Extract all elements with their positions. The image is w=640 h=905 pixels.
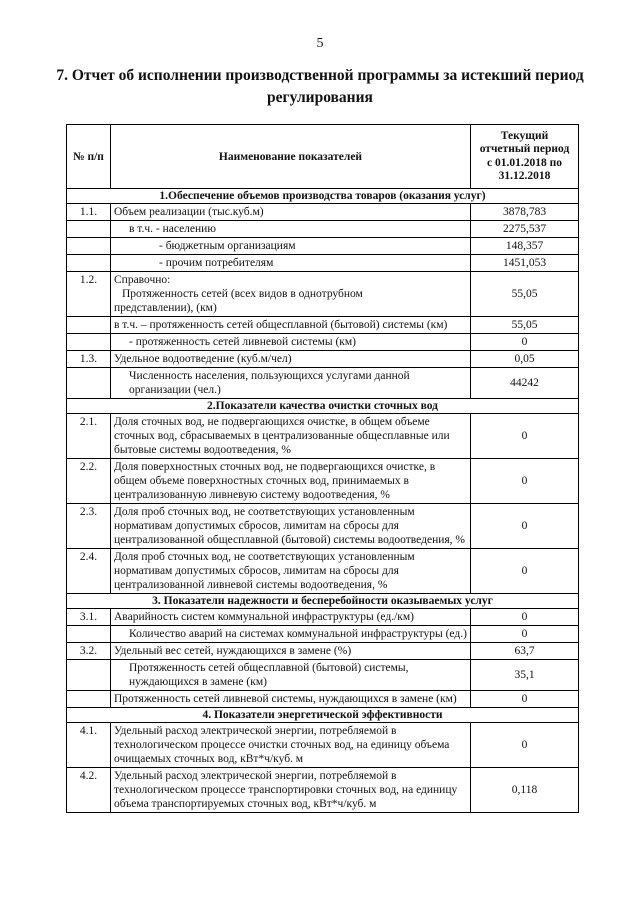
table-row <box>67 723 579 768</box>
row-num: 2.3. <box>67 504 111 549</box>
title-line-1: 7. Отчет об исполнении производственной программы за истекший период <box>56 67 584 84</box>
table-row <box>67 609 579 626</box>
table-row <box>67 334 579 351</box>
row-num <box>67 691 111 708</box>
row-num <box>67 626 111 643</box>
row-num <box>67 238 111 255</box>
row-value: 0,118 <box>471 768 579 813</box>
row-num <box>67 255 111 272</box>
row-value: 55,05 <box>471 317 579 334</box>
row-value: 0 <box>471 626 579 643</box>
row-value: 0 <box>471 723 579 768</box>
row-name: - протяженность сетей ливневой системы (км) <box>111 334 471 351</box>
section-row <box>67 189 579 204</box>
table-row <box>67 768 579 813</box>
row-num: 1.2. <box>67 272 111 317</box>
table-row <box>67 626 579 643</box>
row-value: 0,05 <box>471 351 579 368</box>
row-name: - прочим потребителям <box>111 255 471 272</box>
row-name-line: Протяженность сетей (всех видов в однотрубном <box>122 288 363 300</box>
section-row <box>67 399 579 414</box>
report-title <box>40 65 600 109</box>
row-value: 1451,053 <box>471 255 579 272</box>
table-row <box>67 317 579 334</box>
row-name: Протяженность сетей общесплавной (бытовой) системы, нуждающихся в замене (км) <box>111 660 471 691</box>
row-num <box>67 334 111 351</box>
section-title: 1.Обеспечение объемов производства товаров (оказания услуг) <box>67 189 579 204</box>
row-name: - бюджетным организациям <box>111 238 471 255</box>
row-name: Объем реализации (тыс.куб.м) <box>111 204 471 221</box>
row-value: 148,357 <box>471 238 579 255</box>
row-value: 0 <box>471 609 579 626</box>
row-name-line: представлении), (км) <box>114 302 217 314</box>
row-num: 1.1. <box>67 204 111 221</box>
header-value-line: 31.12.2018 <box>498 170 551 182</box>
row-name: Аварийность систем коммунальной инфраструктуры (ед./км) <box>111 609 471 626</box>
row-value: 0 <box>471 549 579 594</box>
row-name: Удельный расход электрической энергии, потребляемой в технологическом процессе транспортировки сточных вод, на единицу объема транспортируемых сточных вод, кВт*ч/куб. м <box>111 768 471 813</box>
row-name: Количество аварий на системах коммунальной инфраструктуры (ед.) <box>111 626 471 643</box>
section-row <box>67 708 579 723</box>
row-value: 3878,783 <box>471 204 579 221</box>
table-header-row <box>67 125 579 189</box>
table-row <box>67 255 579 272</box>
section-title: 4. Показатели энергетической эффективности <box>67 708 579 723</box>
table-row <box>67 660 579 691</box>
section-row <box>67 594 579 609</box>
section-title: 2.Показатели качества очистки сточных вод <box>67 399 579 414</box>
row-name: Доля проб сточных вод, не соответствующих установленным нормативам допустимых сбросов, лимитам на сбросы для централизованной ливневой системы водоотведения, % <box>111 549 471 594</box>
row-num <box>67 317 111 334</box>
row-name <box>111 272 471 317</box>
header-value-line: отчетный период <box>479 143 570 155</box>
table-row <box>67 504 579 549</box>
header-value-line: Текущий <box>500 129 549 142</box>
row-value: 0 <box>471 334 579 351</box>
row-num <box>67 660 111 691</box>
row-value: 2275,537 <box>471 221 579 238</box>
row-num <box>67 221 111 238</box>
row-name: Доля проб сточных вод, не соответствующих установленным нормативам допустимых сбросов, лимитам на сбросы для централизованной общесплавной (бытовой) системы водоотведения, % <box>111 504 471 549</box>
row-num: 4.2. <box>67 768 111 813</box>
table-row <box>67 368 579 399</box>
row-value: 0 <box>471 459 579 504</box>
table-row <box>67 272 579 317</box>
row-name: Удельное водоотведение (куб.м/чел) <box>111 351 471 368</box>
row-name: Доля сточных вод, не подвергающихся очистке, в общем объеме сточных вод, сбрасываемых в централизованные общесплавные или бытовые системы водоотведения, % <box>111 414 471 459</box>
row-value: 0 <box>471 414 579 459</box>
row-num: 1.3. <box>67 351 111 368</box>
row-name: Протяженность сетей ливневой системы, нуждающихся в замене (км) <box>111 691 471 708</box>
row-num: 2.1. <box>67 414 111 459</box>
report-table <box>66 124 579 813</box>
row-value: 35,1 <box>471 660 579 691</box>
row-value: 0 <box>471 504 579 549</box>
row-num: 2.4. <box>67 549 111 594</box>
row-value: 55,05 <box>471 272 579 317</box>
header-num: № п/п <box>67 125 111 189</box>
table-row <box>67 691 579 708</box>
row-num: 3.2. <box>67 643 111 660</box>
row-value: 0 <box>471 691 579 708</box>
row-name: Удельный вес сетей, нуждающихся в замене (%) <box>111 643 471 660</box>
table-row <box>67 643 579 660</box>
table-row <box>67 414 579 459</box>
title-line-2: регулирования <box>267 89 373 106</box>
row-num: 2.2. <box>67 459 111 504</box>
table-row <box>67 351 579 368</box>
table-row <box>67 204 579 221</box>
table-row <box>67 238 579 255</box>
header-value <box>471 125 579 189</box>
table-row <box>67 549 579 594</box>
row-name: Удельный расход электрической энергии, потребляемой в технологическом процессе очистки сточных вод, на единицу объема очищаемых сточных вод, кВт*ч/куб. м <box>111 723 471 768</box>
row-value: 63,7 <box>471 643 579 660</box>
header-name: Наименование показателей <box>111 125 471 189</box>
row-value: 44242 <box>471 368 579 399</box>
row-name: в т.ч. - населению <box>111 221 471 238</box>
table-row <box>67 459 579 504</box>
row-name: в т.ч. – протяженность сетей общесплавной (бытовой) системы (км) <box>111 317 471 334</box>
table-row <box>67 221 579 238</box>
row-num: 4.1. <box>67 723 111 768</box>
row-name: Численность населения, пользующихся услугами данной организации (чел.) <box>111 368 471 399</box>
row-num <box>67 368 111 399</box>
row-name: Доля поверхностных сточных вод, не подвергающихся очистке, в общем объеме поверхностных сточных вод, принимаемых в централизованную ливневую систему водоотведения, % <box>111 459 471 504</box>
row-name-line: Справочно: <box>114 274 171 286</box>
row-num: 3.1. <box>67 609 111 626</box>
page-number: 5 <box>316 36 324 51</box>
header-value-line: с 01.01.2018 по <box>487 156 562 169</box>
section-title: 3. Показатели надежности и бесперебойности оказываемых услуг <box>67 594 579 609</box>
